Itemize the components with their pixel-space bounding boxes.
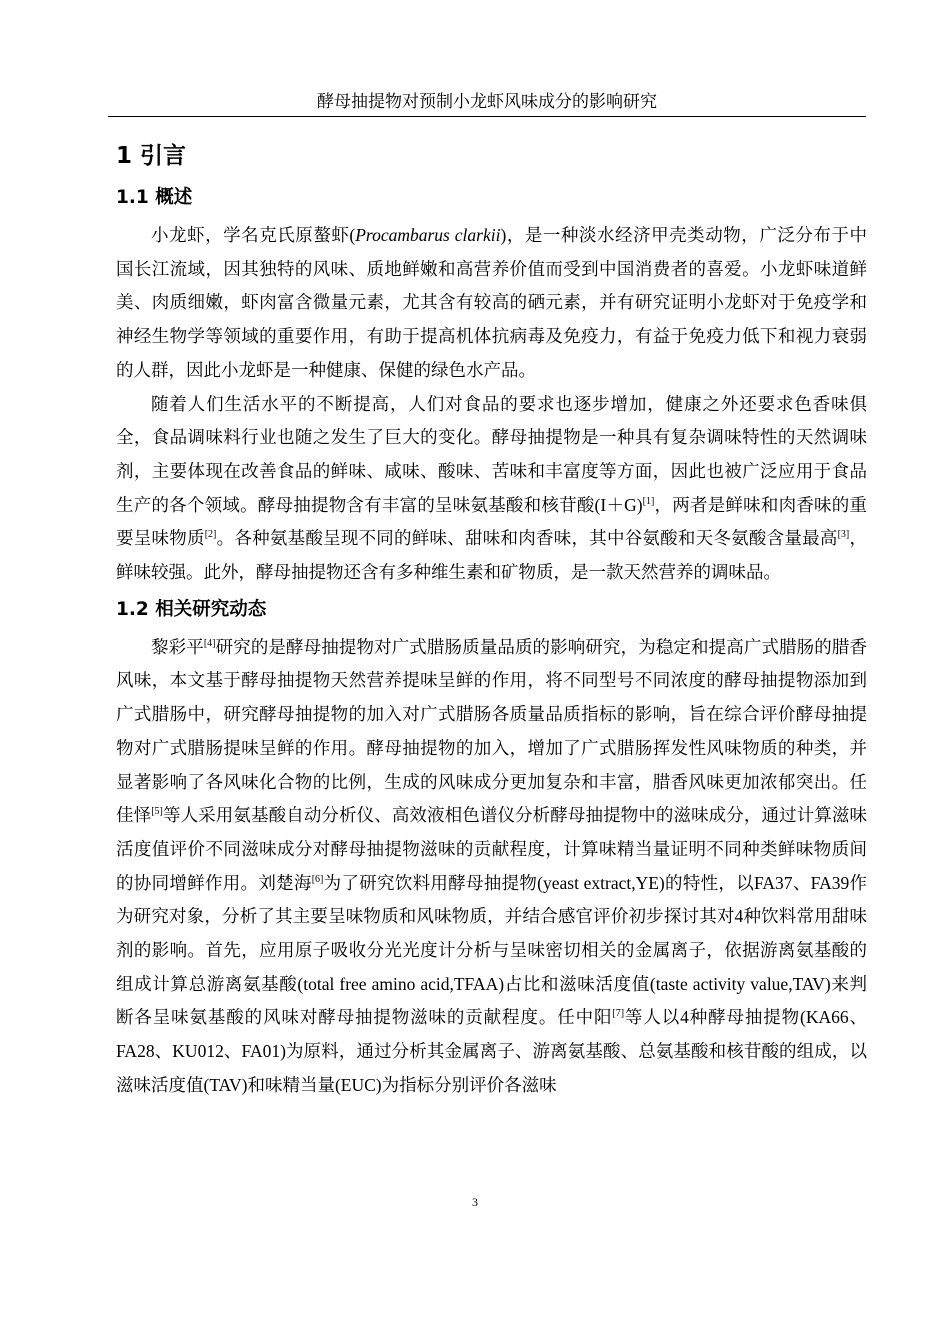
species-name: Procambarus clarkii [355,225,501,245]
paragraph-yeast-extract: 随着人们生活水平的不断提高，人们对食品的要求也逐步增加，健康之外还要求色香味俱全，食品调味料行业也随之发生了巨大的变化。酵母抽提物是一种具有复杂调味特性的天然调味剂，主要体现在改善食品的鲜味、咸味、酸味、苦味和丰富度等方面，因此也被广泛应用于食品生产的各个领域。酵母抽提物含有丰富的呈味氨基酸和核苷酸(I＋G)[1]，两者是鲜味和肉香味的重要呈味物质[2]。各种氨基酸呈现不同的鲜味、甜味和肉香味，其中谷氨酸和天冬氨酸含量最高[3]，鲜味较强。此外，酵母抽提物还含有多种维生素和矿物质，是一款天然营养的调味品。 [116,393,868,583]
page-body [116,132,867,1103]
citation-ref-3: [3] [837,529,850,541]
page-number: 3 [472,1195,478,1209]
citation-ref-6: [6] [311,873,324,885]
citation-ref-2: [2] [204,529,217,541]
running-header: 酵母抽提物对预制小龙虾风味成分的影响研究 [317,92,657,111]
citation-ref-1: [1] [642,495,655,507]
subsection-heading-overview: 1.1 概述 [116,187,193,208]
citation-ref-5: [5] [151,806,163,818]
section-heading-introduction: 1 引言 [116,143,187,169]
citation-ref-4: [4] [203,637,216,649]
header-rule [108,116,866,117]
citation-ref-7: [7] [612,1008,625,1020]
subsection-heading-research: 1.2 相关研究动态 [116,598,267,620]
paragraph-related-research: 黎彩平[4]研究的是酵母抽提物对广式腊肠质量品质的影响研究，为稳定和提高广式腊肠的腊香风味，本文基于酵母抽提物天然营养提味呈鲜的作用，将不同型号不同浓度的酵母抽提物添加到广式腊肠中，研究酵母抽提物的加入对广式腊肠各质量品质指标的影响，旨在综合评价酵母抽提物对广式腊肠提味呈鲜的作用。酵母抽提物的加入，增加了广式腊肠挥发性风味物质的种类，并显著影响了各风味化合物的比例，生成的风味成分更加复杂和丰富，腊香风味更加浓郁突出。任佳怿[5]等人采用氨基酸自动分析仪、高效液相色谱仪分析酵母抽提物中的滋味成分，通过计算滋味活度值评价不同滋味成分对酵母抽提物滋味的贡献程度，计算味精当量证明不同种类鲜味物质间的协同增鲜作用。刘楚海[6]为了研究饮料用酵母抽提物(yeast extract,YE)的特性，以FA37、FA39作为研究对象，分析了其主要呈味物质和风味物质，并结合感官评价初步探讨其对4种饮料常用甜味剂的影响。首先，应用原子吸收分光光度计分析与呈味密切相关的金属离子，依据游离氨基酸的组成计算总游离氨基酸(total free amino acid,TFAA)占比和滋味活度值(taste activity value,TAV)来判断各呈味氨基酸的风味对酵母抽提物滋味的贡献程度。任中阳[7]等人以4种酵母抽提物(KA66、FA28、KU012、FA01)为原料，通过分析其金属离子、游离氨基酸、总氨基酸和核苷酸的组成，以滋味活度值(TAV)和味精当量(EUC)为指标分别评价各滋味 [116,636,868,1095]
paragraph-crayfish-overview: 小龙虾，学名克氏原螯虾(Procambarus clarkii)，是一种淡水经济甲壳类动物，广泛分布于中国长江流域，因其独特的风味、质地鲜嫩和高营养价值而受到中国消费者的喜爱。小龙虾味道鲜美、肉质细嫩，虾肉富含微量元素，尤其含有较高的硒元素，并有研究证明小龙虾对于免疫学和神经生物学等领域的重要作用，有助于提高机体抗病毒及免疫力，有益于免疫力低下和视力衰弱的人群，因此小龙虾是一种健康、保健的绿色水产品。 [116,225,868,380]
